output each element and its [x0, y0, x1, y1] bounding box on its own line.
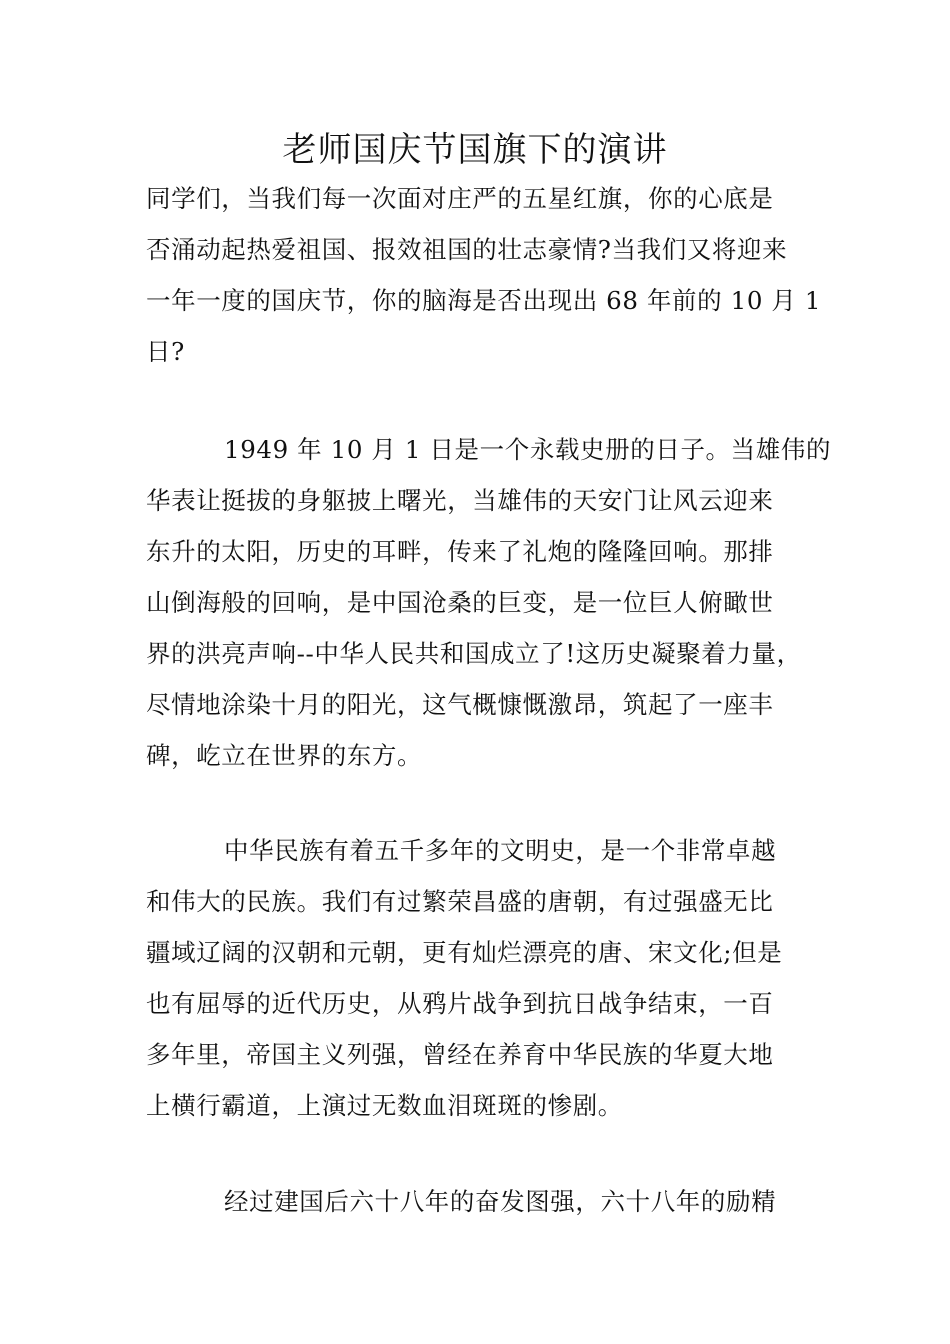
paragraph-2-line-5: 界的洪亮声响--中华人民共和国成立了!这历史凝聚着力量， — [146, 639, 802, 668]
paragraph-3-line-5: 多年里，帝国主义列强，曾经在养育中华民族的华夏大地 — [146, 1040, 774, 1069]
paragraph-1-line-4: 日? — [146, 337, 185, 366]
paragraph-2-line-6: 尽情地涂染十月的阳光，这气概慷慨激昂，筑起了一座丰 — [146, 690, 774, 719]
paragraph-3-line-4: 也有屈辱的近代历史，从鸦片战争到抗日战争结束，一百 — [146, 989, 774, 1018]
paragraph-3-line-1: 中华民族有着五千多年的文明史，是一个非常卓越 — [224, 836, 777, 865]
paragraph-1-line-2: 否涌动起热爱祖国、报效祖国的壮志豪情?当我们又将迎来 — [146, 235, 788, 264]
paragraph-2-line-3: 东升的太阳，历史的耳畔，传来了礼炮的隆隆回响。那排 — [146, 537, 774, 566]
paragraph-1-line-3: 一年一度的国庆节，你的脑海是否出现出 68 年前的 10 月 1 — [146, 286, 822, 315]
paragraph-4-line-1: 经过建国后六十八年的奋发图强，六十八年的励精 — [224, 1187, 777, 1216]
paragraph-2-line-4: 山倒海般的回响，是中国沧桑的巨变，是一位巨人俯瞰世 — [146, 588, 774, 617]
paragraph-3-line-6: 上横行霸道，上演过无数血泪斑斑的惨剧。 — [146, 1091, 623, 1120]
paragraph-1-line-1: 同学们，当我们每一次面对庄严的五星红旗，你的心底是 — [146, 184, 774, 213]
paragraph-2-line-7: 碑，屹立在世界的东方。 — [146, 741, 423, 770]
paragraph-3-line-3: 疆域辽阔的汉朝和元朝，更有灿烂漂亮的唐、宋文化;但是 — [146, 938, 783, 967]
paragraph-2-line-2: 华表让挺拔的身躯披上曙光，当雄伟的天安门让风云迎来 — [146, 486, 774, 515]
paragraph-2-line-1: 1949 年 10 月 1 日是一个永载史册的日子。当雄伟的 — [224, 435, 832, 464]
document-title: 老师国庆节国旗下的演讲 — [282, 130, 668, 170]
paragraph-3-line-2: 和伟大的民族。我们有过繁荣昌盛的唐朝，有过强盛无比 — [146, 887, 774, 916]
